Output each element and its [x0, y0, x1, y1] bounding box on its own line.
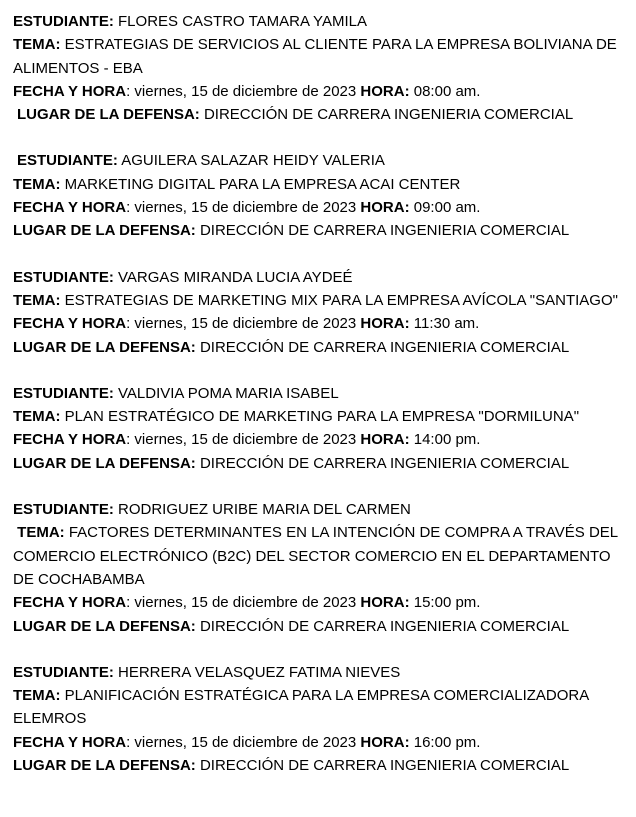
defense-entry — [13, 266, 631, 359]
date-time-label: FECHA Y HORA — [13, 82, 127, 100]
location-label: LUGAR DE LA DEFENSA: — [13, 617, 196, 635]
date-time-label: FECHA Y HORA — [13, 199, 127, 217]
location-line — [13, 103, 631, 126]
date-time-label: FECHA Y HORA — [13, 431, 127, 449]
location-text: DIRECCIÓN DE CARRERA INGENIERIA COMERCIAL — [199, 338, 570, 356]
topic-text: FACTORES DETERMINANTES EN LA INTENCIÓN DE COMPRA A TRAVÉS DEL COMERCIO ELECTRÓNICO (B2C) DEL SECTOR COMERCIO EN EL DEPARTAMENTO DE COCHABAMBA — [13, 524, 618, 588]
location-label: LUGAR DE LA DEFENSA: — [13, 454, 196, 472]
student-name: VARGAS MIRANDA LUCIA AYDEÉ — [118, 268, 353, 286]
student-label: ESTUDIANTE: — [17, 152, 118, 170]
defense-entry — [13, 10, 631, 126]
location-text: DIRECCIÓN DE CARRERA INGENIERIA COMERCIAL — [199, 757, 570, 775]
location-label: LUGAR DE LA DEFENSA: — [13, 222, 196, 240]
student-name: RODRIGUEZ URIBE MARIA DEL CARMEN — [118, 501, 411, 519]
date-text: : viernes, 15 de diciembre de 2023 — [126, 594, 357, 612]
time-label: HORA: — [360, 431, 410, 449]
time-text: 15:00 pm. — [413, 594, 481, 612]
location-line — [13, 754, 631, 777]
student-line — [13, 149, 631, 172]
time-text: 14:00 pm. — [413, 431, 481, 449]
topic-label: TEMA: — [13, 175, 61, 193]
topic-label: TEMA: — [13, 687, 61, 705]
topic-line — [13, 521, 631, 591]
location-text: DIRECCIÓN DE CARRERA INGENIERIA COMERCIAL — [199, 617, 570, 635]
student-label: ESTUDIANTE: — [13, 384, 114, 402]
topic-text: ESTRATEGIAS DE MARKETING MIX PARA LA EMPRESA AVÍCOLA "SANTIAGO" — [64, 291, 618, 309]
time-label: HORA: — [360, 733, 410, 751]
location-text: DIRECCIÓN DE CARRERA INGENIERIA COMERCIAL — [199, 454, 570, 472]
date-time-line — [13, 731, 631, 754]
defense-entry — [13, 498, 631, 638]
topic-line — [13, 405, 631, 428]
student-label: ESTUDIANTE: — [13, 663, 114, 681]
topic-text: PLANIFICACIÓN ESTRATÉGICA PARA LA EMPRESA COMERCIALIZADORA ELEMROS — [13, 687, 589, 728]
date-time-line — [13, 591, 631, 614]
student-line — [13, 661, 631, 684]
location-label: LUGAR DE LA DEFENSA: — [13, 757, 196, 775]
student-name: FLORES CASTRO TAMARA YAMILA — [118, 13, 367, 30]
defense-entry — [13, 149, 631, 242]
topic-text: ESTRATEGIAS DE SERVICIOS AL CLIENTE PARA LA EMPRESA BOLIVIANA DE ALIMENTOS - EBA — [13, 36, 617, 77]
time-label: HORA: — [360, 199, 410, 217]
student-line — [13, 10, 631, 33]
date-text: : viernes, 15 de diciembre de 2023 — [126, 82, 357, 100]
topic-line — [13, 289, 631, 312]
defense-entry — [13, 661, 631, 777]
student-label: ESTUDIANTE: — [13, 501, 114, 519]
student-name: HERRERA VELASQUEZ FATIMA NIEVES — [118, 663, 401, 681]
time-text: 16:00 pm. — [413, 733, 481, 751]
location-line — [13, 615, 631, 638]
student-label: ESTUDIANTE: — [13, 13, 114, 30]
topic-label: TEMA: — [17, 524, 65, 542]
date-time-line — [13, 196, 631, 219]
time-label: HORA: — [360, 82, 410, 100]
student-line — [13, 498, 631, 521]
time-text: 08:00 am. — [413, 82, 481, 100]
date-text: : viernes, 15 de diciembre de 2023 — [126, 199, 357, 217]
date-time-label: FECHA Y HORA — [13, 315, 127, 333]
date-time-line — [13, 312, 631, 335]
topic-text: PLAN ESTRATÉGICO DE MARKETING PARA LA EMPRESA "DORMILUNA" — [64, 408, 580, 426]
location-text: DIRECCIÓN DE CARRERA INGENIERIA COMERCIAL — [199, 222, 570, 240]
topic-text: MARKETING DIGITAL PARA LA EMPRESA ACAI CENTER — [64, 175, 461, 193]
topic-line — [13, 173, 631, 196]
time-text: 11:30 am. — [413, 315, 480, 333]
time-label: HORA: — [360, 315, 410, 333]
student-name: AGUILERA SALAZAR HEIDY VALERIA — [121, 152, 385, 170]
location-line — [13, 336, 631, 359]
topic-line — [13, 33, 631, 80]
topic-label: TEMA: — [13, 291, 61, 309]
topic-label: TEMA: — [13, 408, 61, 426]
location-text: DIRECCIÓN DE CARRERA INGENIERIA COMERCIAL — [203, 106, 574, 124]
time-text: 09:00 am. — [413, 199, 481, 217]
date-text: : viernes, 15 de diciembre de 2023 — [126, 431, 357, 449]
date-text: : viernes, 15 de diciembre de 2023 — [126, 315, 357, 333]
date-time-label: FECHA Y HORA — [13, 733, 127, 751]
student-line — [13, 266, 631, 289]
location-line — [13, 219, 631, 242]
student-name: VALDIVIA POMA MARIA ISABEL — [118, 384, 339, 402]
date-time-line — [13, 428, 631, 451]
defense-entry — [13, 382, 631, 475]
topic-label: TEMA: — [13, 36, 61, 54]
student-label: ESTUDIANTE: — [13, 268, 114, 286]
time-label: HORA: — [360, 594, 410, 612]
location-line — [13, 452, 631, 475]
defense-schedule-document — [13, 10, 631, 800]
student-line — [13, 382, 631, 405]
date-text: : viernes, 15 de diciembre de 2023 — [126, 733, 357, 751]
date-time-label: FECHA Y HORA — [13, 594, 127, 612]
date-time-line — [13, 80, 631, 103]
location-label: LUGAR DE LA DEFENSA: — [17, 106, 200, 124]
location-label: LUGAR DE LA DEFENSA: — [13, 338, 196, 356]
topic-line — [13, 684, 631, 731]
